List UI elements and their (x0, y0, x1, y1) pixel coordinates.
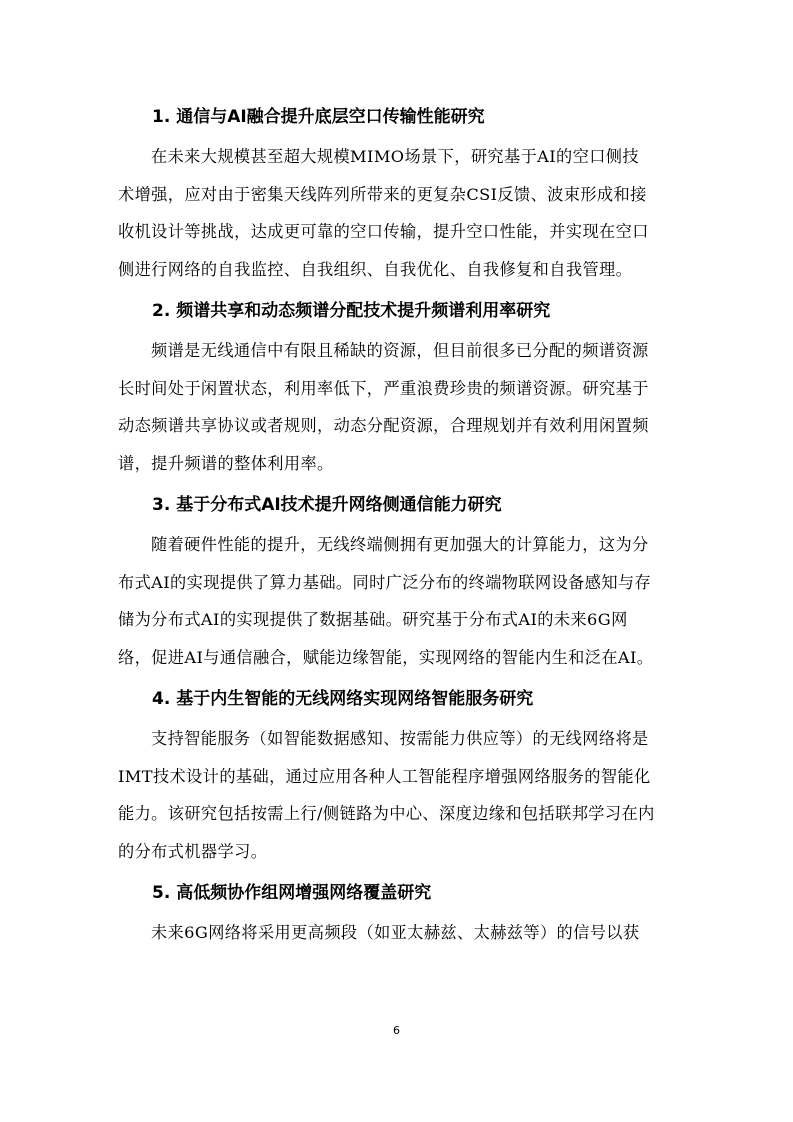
section-heading: 5. 高低频协作组网增强网络覆盖研究 (152, 883, 432, 903)
section-heading: 2. 频谱共享和动态频谱分配技术提升频谱利用率研究 (152, 301, 551, 321)
page-number: 6 (393, 1024, 400, 1037)
paragraph-line: 在未来大规模甚至超大规模MIMO场景下，研究基于AI的空口侧技 (151, 147, 639, 166)
paragraph-line: 侧进行网络的自我监控、自我组织、自我优化、自我修复和自我管理。 (118, 259, 633, 279)
paragraph-line: 谱，提升频谱的整体利用率。 (118, 453, 334, 473)
paragraph-line: 储为分布式AI的实现提供了数据基础。研究基于分布式AI的未来6G网 (118, 610, 628, 629)
section-paragraph (118, 526, 678, 676)
section-heading: 4. 基于内生智能的无线网络实现网络智能服务研究 (152, 689, 534, 709)
paragraph-line: 未来6G网络将采用更高频段（如亚太赫兹、太赫兹等）的信号以获 (151, 923, 640, 942)
paragraph-line: 随着硬件性能的提升，无线终端侧拥有更加强大的计算能力，这为分 (151, 535, 649, 554)
paragraph-line: 支持智能服务（如智能数据感知、按需能力供应等）的无线网络将是 (151, 729, 649, 748)
document-body (118, 100, 678, 958)
section-heading: 1. 通信与AI融合提升底层空口传输性能研究 (152, 107, 485, 127)
paragraph-line: 布式AI的实现提供了算力基础。同时广泛分布的终端物联网设备感知与存 (118, 572, 652, 592)
section-5 (118, 876, 678, 952)
section-paragraph (118, 914, 678, 952)
section-paragraph (118, 332, 678, 482)
paragraph-line: 的分布式机器学习。 (118, 841, 268, 861)
section-heading: 3. 基于分布式AI技术提升网络侧通信能力研究 (152, 495, 502, 515)
section-paragraph (118, 720, 678, 870)
paragraph-line: 长时间处于闲置状态，利用率低下，严重浪费珍贵的频谱资源。研究基于 (118, 378, 649, 398)
section-3 (118, 488, 678, 676)
paragraph-line: 络，促进AI与通信融合，赋能边缘智能，实现网络的智能内生和泛在AI。 (118, 647, 654, 667)
paragraph-line: IMT技术设计的基础，通过应用各种人工智能程序增强网络服务的智能化 (118, 766, 651, 786)
section-1 (118, 100, 678, 288)
paragraph-line: 动态频谱共享协议或者规则，动态分配资源，合理规划并有效利用闲置频 (118, 416, 649, 435)
paragraph-line: 频谱是无线通信中有限且稀缺的资源，但目前很多已分配的频谱资源 (151, 341, 649, 360)
paragraph-line: 术增强，应对由于密集天线阵列所带来的更复杂CSI反馈、波束形成和接 (118, 184, 647, 204)
paragraph-line: 能力。该研究包括按需上行/侧链路为中心、深度边缘和包括联邦学习在内 (118, 804, 655, 823)
section-4 (118, 682, 678, 870)
paragraph-line: 收机设计等挑战，达成更可靠的空口传输，提升空口性能，并实现在空口 (118, 222, 649, 241)
section-2 (118, 294, 678, 482)
section-paragraph (118, 138, 678, 288)
